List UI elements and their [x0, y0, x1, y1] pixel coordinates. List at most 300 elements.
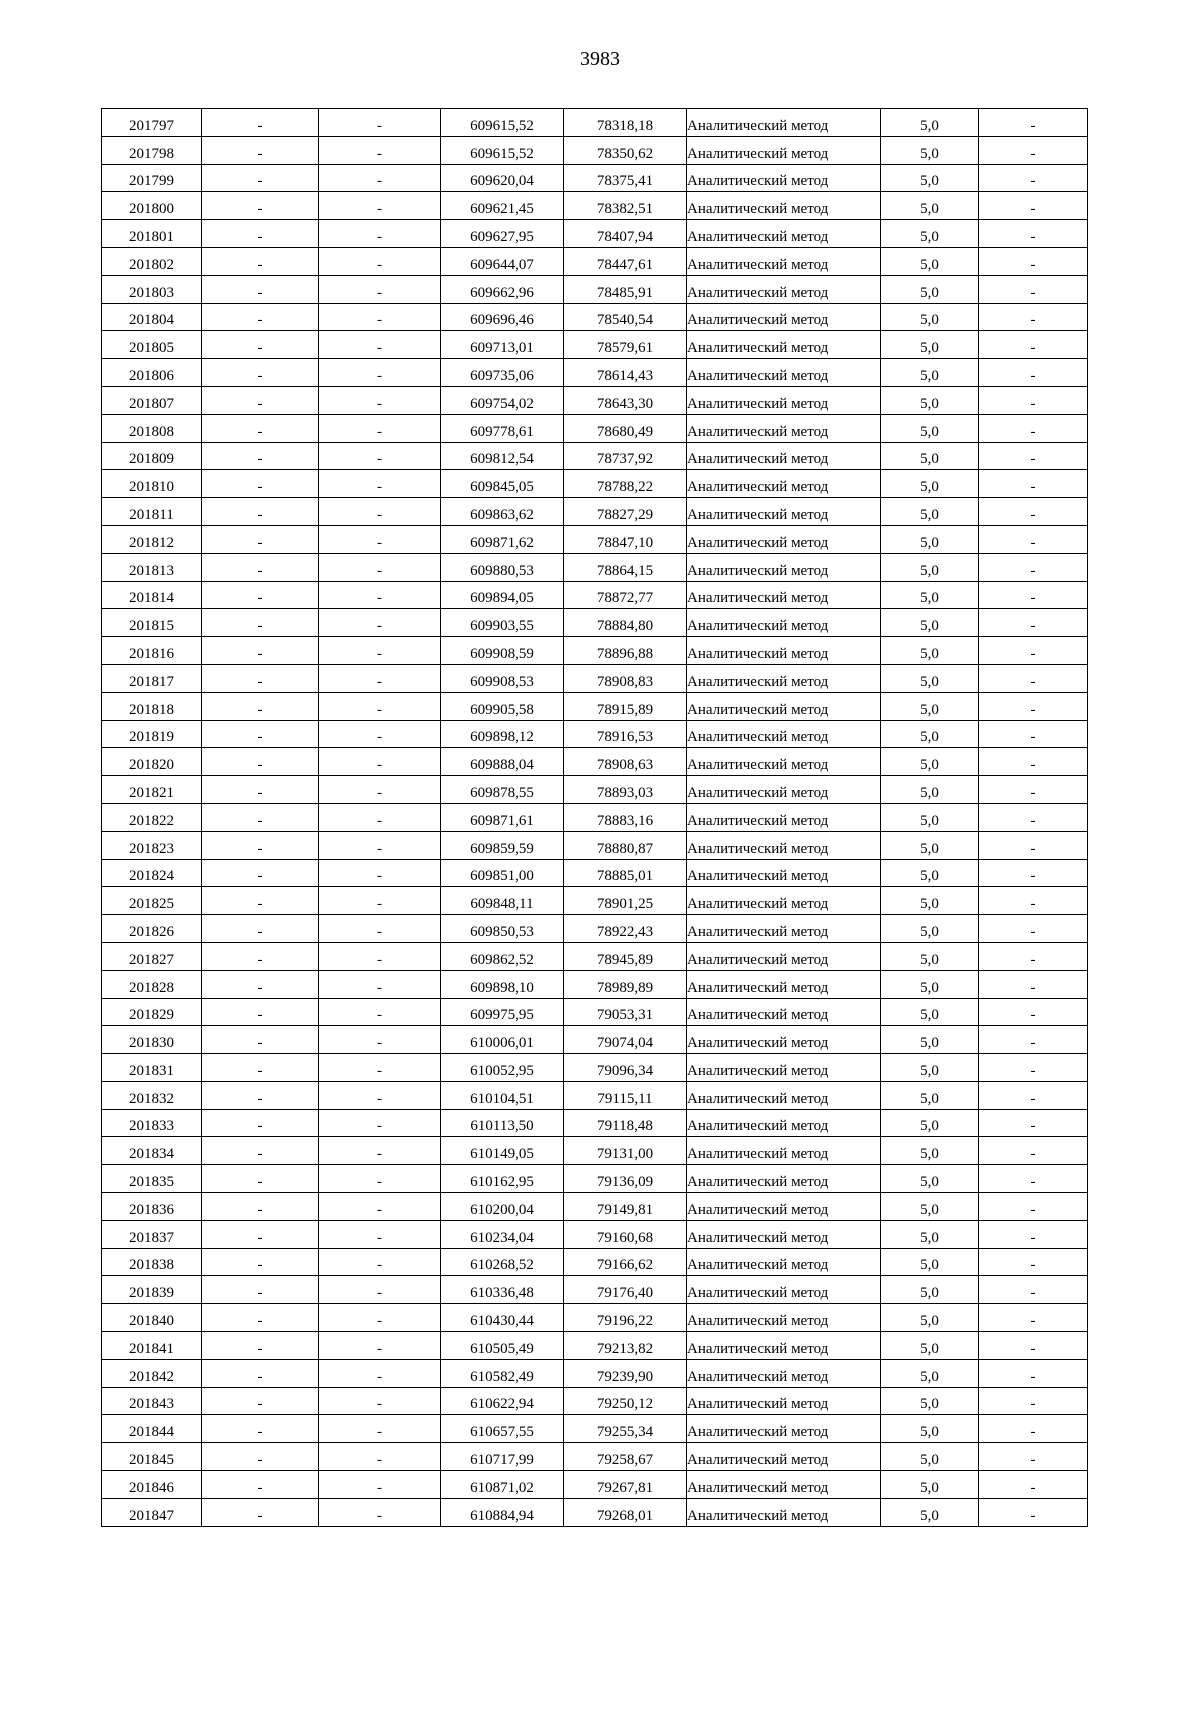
- x-coordinate-cell: 609878,55: [441, 776, 564, 804]
- empty-cell-2: -: [202, 776, 319, 804]
- empty-cell-8: -: [979, 887, 1088, 915]
- x-coordinate-cell: 609851,00: [441, 859, 564, 887]
- empty-cell-3: -: [319, 609, 441, 637]
- empty-cell-3: -: [319, 470, 441, 498]
- precision-cell: 5,0: [881, 1220, 979, 1248]
- empty-cell-3: -: [319, 331, 441, 359]
- precision-cell: 5,0: [881, 414, 979, 442]
- method-cell: Аналитический метод: [687, 1081, 881, 1109]
- precision-cell: 5,0: [881, 1304, 979, 1332]
- table-row: [102, 525, 1088, 553]
- empty-cell-2: -: [202, 247, 319, 275]
- y-coordinate-cell: 78847,10: [564, 525, 687, 553]
- empty-cell-2: -: [202, 1276, 319, 1304]
- y-coordinate-cell: 79255,34: [564, 1415, 687, 1443]
- method-cell: Аналитический метод: [687, 1415, 881, 1443]
- empty-cell-8: -: [979, 1054, 1088, 1082]
- empty-cell-2: -: [202, 275, 319, 303]
- method-cell: Аналитический метод: [687, 637, 881, 665]
- precision-cell: 5,0: [881, 1471, 979, 1499]
- x-coordinate-cell: 609778,61: [441, 414, 564, 442]
- empty-cell-2: -: [202, 1165, 319, 1193]
- empty-cell-8: -: [979, 220, 1088, 248]
- method-cell: Аналитический метод: [687, 525, 881, 553]
- empty-cell-8: -: [979, 1248, 1088, 1276]
- empty-cell-3: -: [319, 109, 441, 137]
- precision-cell: 5,0: [881, 136, 979, 164]
- x-coordinate-cell: 609908,53: [441, 664, 564, 692]
- empty-cell-2: -: [202, 303, 319, 331]
- empty-cell-8: -: [979, 1220, 1088, 1248]
- y-coordinate-cell: 79213,82: [564, 1332, 687, 1360]
- empty-cell-2: -: [202, 1109, 319, 1137]
- point-number-cell: 201799: [102, 164, 202, 192]
- empty-cell-2: -: [202, 1081, 319, 1109]
- precision-cell: 5,0: [881, 776, 979, 804]
- empty-cell-8: -: [979, 776, 1088, 804]
- point-number-cell: 201804: [102, 303, 202, 331]
- point-number-cell: 201838: [102, 1248, 202, 1276]
- method-cell: Аналитический метод: [687, 998, 881, 1026]
- empty-cell-3: -: [319, 1387, 441, 1415]
- empty-cell-8: -: [979, 1137, 1088, 1165]
- method-cell: Аналитический метод: [687, 1054, 881, 1082]
- method-cell: Аналитический метод: [687, 359, 881, 387]
- y-coordinate-cell: 78896,88: [564, 637, 687, 665]
- x-coordinate-cell: 610884,94: [441, 1498, 564, 1526]
- table-row: [102, 803, 1088, 831]
- y-coordinate-cell: 78880,87: [564, 831, 687, 859]
- empty-cell-8: -: [979, 1304, 1088, 1332]
- point-number-cell: 201847: [102, 1498, 202, 1526]
- table-row: [102, 1054, 1088, 1082]
- method-cell: Аналитический метод: [687, 1026, 881, 1054]
- table-row: [102, 915, 1088, 943]
- empty-cell-3: -: [319, 220, 441, 248]
- table-row: [102, 1443, 1088, 1471]
- method-cell: Аналитический метод: [687, 414, 881, 442]
- precision-cell: 5,0: [881, 247, 979, 275]
- empty-cell-2: -: [202, 1248, 319, 1276]
- point-number-cell: 201824: [102, 859, 202, 887]
- method-cell: Аналитический метод: [687, 1109, 881, 1137]
- precision-cell: 5,0: [881, 887, 979, 915]
- x-coordinate-cell: 609880,53: [441, 553, 564, 581]
- method-cell: Аналитический метод: [687, 470, 881, 498]
- y-coordinate-cell: 79118,48: [564, 1109, 687, 1137]
- method-cell: Аналитический метод: [687, 442, 881, 470]
- table-row: [102, 109, 1088, 137]
- x-coordinate-cell: 610505,49: [441, 1332, 564, 1360]
- empty-cell-3: -: [319, 664, 441, 692]
- table-row: [102, 664, 1088, 692]
- precision-cell: 5,0: [881, 1415, 979, 1443]
- empty-cell-2: -: [202, 525, 319, 553]
- x-coordinate-cell: 609620,04: [441, 164, 564, 192]
- empty-cell-8: -: [979, 470, 1088, 498]
- x-coordinate-cell: 609754,02: [441, 386, 564, 414]
- point-number-cell: 201823: [102, 831, 202, 859]
- empty-cell-3: -: [319, 831, 441, 859]
- empty-cell-8: -: [979, 386, 1088, 414]
- precision-cell: 5,0: [881, 720, 979, 748]
- x-coordinate-cell: 610113,50: [441, 1109, 564, 1137]
- empty-cell-8: -: [979, 1359, 1088, 1387]
- precision-cell: 5,0: [881, 359, 979, 387]
- x-coordinate-cell: 609615,52: [441, 136, 564, 164]
- x-coordinate-cell: 609908,59: [441, 637, 564, 665]
- table-row: [102, 1471, 1088, 1499]
- empty-cell-8: -: [979, 1415, 1088, 1443]
- point-number-cell: 201845: [102, 1443, 202, 1471]
- table-row: [102, 359, 1088, 387]
- x-coordinate-cell: 609848,11: [441, 887, 564, 915]
- precision-cell: 5,0: [881, 1332, 979, 1360]
- precision-cell: 5,0: [881, 1054, 979, 1082]
- y-coordinate-cell: 79239,90: [564, 1359, 687, 1387]
- table-row: [102, 720, 1088, 748]
- empty-cell-3: -: [319, 525, 441, 553]
- method-cell: Аналитический метод: [687, 1498, 881, 1526]
- y-coordinate-cell: 79096,34: [564, 1054, 687, 1082]
- table-row: [102, 1304, 1088, 1332]
- empty-cell-8: -: [979, 1193, 1088, 1221]
- empty-cell-2: -: [202, 581, 319, 609]
- x-coordinate-cell: 609894,05: [441, 581, 564, 609]
- empty-cell-2: -: [202, 1471, 319, 1499]
- x-coordinate-cell: 609713,01: [441, 331, 564, 359]
- point-number-cell: 201813: [102, 553, 202, 581]
- empty-cell-3: -: [319, 303, 441, 331]
- x-coordinate-cell: 609903,55: [441, 609, 564, 637]
- x-coordinate-cell: 609850,53: [441, 915, 564, 943]
- table-row: [102, 1332, 1088, 1360]
- precision-cell: 5,0: [881, 275, 979, 303]
- empty-cell-3: -: [319, 192, 441, 220]
- precision-cell: 5,0: [881, 331, 979, 359]
- x-coordinate-cell: 609871,61: [441, 803, 564, 831]
- method-cell: Аналитический метод: [687, 1220, 881, 1248]
- empty-cell-2: -: [202, 386, 319, 414]
- empty-cell-2: -: [202, 470, 319, 498]
- method-cell: Аналитический метод: [687, 1193, 881, 1221]
- y-coordinate-cell: 78318,18: [564, 109, 687, 137]
- empty-cell-3: -: [319, 637, 441, 665]
- empty-cell-3: -: [319, 692, 441, 720]
- precision-cell: 5,0: [881, 109, 979, 137]
- method-cell: Аналитический метод: [687, 136, 881, 164]
- empty-cell-8: -: [979, 637, 1088, 665]
- point-number-cell: 201811: [102, 498, 202, 526]
- x-coordinate-cell: 610657,55: [441, 1415, 564, 1443]
- empty-cell-2: -: [202, 1220, 319, 1248]
- method-cell: Аналитический метод: [687, 1276, 881, 1304]
- empty-cell-8: -: [979, 942, 1088, 970]
- point-number-cell: 201805: [102, 331, 202, 359]
- empty-cell-2: -: [202, 859, 319, 887]
- point-number-cell: 201815: [102, 609, 202, 637]
- empty-cell-3: -: [319, 1193, 441, 1221]
- y-coordinate-cell: 79149,81: [564, 1193, 687, 1221]
- precision-cell: 5,0: [881, 1248, 979, 1276]
- y-coordinate-cell: 79074,04: [564, 1026, 687, 1054]
- point-number-cell: 201835: [102, 1165, 202, 1193]
- empty-cell-3: -: [319, 1165, 441, 1193]
- y-coordinate-cell: 79268,01: [564, 1498, 687, 1526]
- method-cell: Аналитический метод: [687, 692, 881, 720]
- x-coordinate-cell: 610234,04: [441, 1220, 564, 1248]
- y-coordinate-cell: 79131,00: [564, 1137, 687, 1165]
- empty-cell-2: -: [202, 164, 319, 192]
- point-number-cell: 201809: [102, 442, 202, 470]
- x-coordinate-cell: 609615,52: [441, 109, 564, 137]
- precision-cell: 5,0: [881, 1165, 979, 1193]
- empty-cell-8: -: [979, 720, 1088, 748]
- x-coordinate-cell: 609845,05: [441, 470, 564, 498]
- point-number-cell: 201806: [102, 359, 202, 387]
- method-cell: Аналитический метод: [687, 303, 881, 331]
- table-row: [102, 942, 1088, 970]
- precision-cell: 5,0: [881, 915, 979, 943]
- point-number-cell: 201846: [102, 1471, 202, 1499]
- method-cell: Аналитический метод: [687, 275, 881, 303]
- point-number-cell: 201830: [102, 1026, 202, 1054]
- table-row: [102, 220, 1088, 248]
- empty-cell-2: -: [202, 192, 319, 220]
- x-coordinate-cell: 609696,46: [441, 303, 564, 331]
- point-number-cell: 201814: [102, 581, 202, 609]
- method-cell: Аналитический метод: [687, 220, 881, 248]
- table-row: [102, 581, 1088, 609]
- precision-cell: 5,0: [881, 1498, 979, 1526]
- x-coordinate-cell: 609621,45: [441, 192, 564, 220]
- empty-cell-2: -: [202, 637, 319, 665]
- method-cell: Аналитический метод: [687, 1137, 881, 1165]
- page-number: 3983: [580, 48, 620, 70]
- method-cell: Аналитический метод: [687, 831, 881, 859]
- empty-cell-2: -: [202, 331, 319, 359]
- empty-cell-8: -: [979, 609, 1088, 637]
- empty-cell-3: -: [319, 998, 441, 1026]
- point-number-cell: 201825: [102, 887, 202, 915]
- empty-cell-3: -: [319, 164, 441, 192]
- point-number-cell: 201827: [102, 942, 202, 970]
- point-number-cell: 201801: [102, 220, 202, 248]
- y-coordinate-cell: 78827,29: [564, 498, 687, 526]
- x-coordinate-cell: 609863,62: [441, 498, 564, 526]
- empty-cell-8: -: [979, 136, 1088, 164]
- point-number-cell: 201828: [102, 970, 202, 998]
- point-number-cell: 201808: [102, 414, 202, 442]
- x-coordinate-cell: 609644,07: [441, 247, 564, 275]
- empty-cell-2: -: [202, 1026, 319, 1054]
- x-coordinate-cell: 610336,48: [441, 1276, 564, 1304]
- empty-cell-3: -: [319, 1443, 441, 1471]
- point-number-cell: 201839: [102, 1276, 202, 1304]
- point-number-cell: 201802: [102, 247, 202, 275]
- method-cell: Аналитический метод: [687, 1359, 881, 1387]
- method-cell: Аналитический метод: [687, 887, 881, 915]
- empty-cell-3: -: [319, 1081, 441, 1109]
- method-cell: Аналитический метод: [687, 553, 881, 581]
- empty-cell-3: -: [319, 581, 441, 609]
- point-number-cell: 201840: [102, 1304, 202, 1332]
- x-coordinate-cell: 610162,95: [441, 1165, 564, 1193]
- precision-cell: 5,0: [881, 1081, 979, 1109]
- empty-cell-3: -: [319, 915, 441, 943]
- empty-cell-8: -: [979, 303, 1088, 331]
- table-row: [102, 331, 1088, 359]
- x-coordinate-cell: 610430,44: [441, 1304, 564, 1332]
- point-number-cell: 201819: [102, 720, 202, 748]
- point-number-cell: 201798: [102, 136, 202, 164]
- y-coordinate-cell: 78872,77: [564, 581, 687, 609]
- x-coordinate-cell: 609898,12: [441, 720, 564, 748]
- empty-cell-2: -: [202, 1332, 319, 1360]
- y-coordinate-cell: 79115,11: [564, 1081, 687, 1109]
- point-number-cell: 201812: [102, 525, 202, 553]
- empty-cell-2: -: [202, 970, 319, 998]
- y-coordinate-cell: 78901,25: [564, 887, 687, 915]
- empty-cell-2: -: [202, 1498, 319, 1526]
- empty-cell-2: -: [202, 498, 319, 526]
- x-coordinate-cell: 609859,59: [441, 831, 564, 859]
- precision-cell: 5,0: [881, 942, 979, 970]
- empty-cell-3: -: [319, 414, 441, 442]
- empty-cell-8: -: [979, 275, 1088, 303]
- table-row: [102, 192, 1088, 220]
- empty-cell-3: -: [319, 553, 441, 581]
- table-body: [102, 109, 1088, 1527]
- coordinates-table: [101, 108, 1088, 1527]
- precision-cell: 5,0: [881, 164, 979, 192]
- table-row: [102, 386, 1088, 414]
- empty-cell-2: -: [202, 109, 319, 137]
- table-row: [102, 887, 1088, 915]
- empty-cell-3: -: [319, 942, 441, 970]
- precision-cell: 5,0: [881, 1026, 979, 1054]
- point-number-cell: 201800: [102, 192, 202, 220]
- precision-cell: 5,0: [881, 1359, 979, 1387]
- table-row: [102, 1248, 1088, 1276]
- empty-cell-8: -: [979, 359, 1088, 387]
- method-cell: Аналитический метод: [687, 386, 881, 414]
- empty-cell-8: -: [979, 1443, 1088, 1471]
- y-coordinate-cell: 78908,83: [564, 664, 687, 692]
- point-number-cell: 201829: [102, 998, 202, 1026]
- empty-cell-2: -: [202, 1387, 319, 1415]
- method-cell: Аналитический метод: [687, 970, 881, 998]
- x-coordinate-cell: 609812,54: [441, 442, 564, 470]
- y-coordinate-cell: 78375,41: [564, 164, 687, 192]
- x-coordinate-cell: 610006,01: [441, 1026, 564, 1054]
- method-cell: Аналитический метод: [687, 609, 881, 637]
- empty-cell-8: -: [979, 414, 1088, 442]
- empty-cell-2: -: [202, 1415, 319, 1443]
- empty-cell-3: -: [319, 442, 441, 470]
- empty-cell-3: -: [319, 1054, 441, 1082]
- x-coordinate-cell: 609975,95: [441, 998, 564, 1026]
- x-coordinate-cell: 609888,04: [441, 748, 564, 776]
- empty-cell-3: -: [319, 887, 441, 915]
- precision-cell: 5,0: [881, 525, 979, 553]
- empty-cell-3: -: [319, 1220, 441, 1248]
- empty-cell-2: -: [202, 1054, 319, 1082]
- method-cell: Аналитический метод: [687, 748, 881, 776]
- empty-cell-3: -: [319, 859, 441, 887]
- table-row: [102, 414, 1088, 442]
- empty-cell-3: -: [319, 136, 441, 164]
- point-number-cell: 201816: [102, 637, 202, 665]
- x-coordinate-cell: 609627,95: [441, 220, 564, 248]
- y-coordinate-cell: 79136,09: [564, 1165, 687, 1193]
- y-coordinate-cell: 78407,94: [564, 220, 687, 248]
- precision-cell: 5,0: [881, 220, 979, 248]
- empty-cell-8: -: [979, 1081, 1088, 1109]
- x-coordinate-cell: 610200,04: [441, 1193, 564, 1221]
- empty-cell-8: -: [979, 498, 1088, 526]
- point-number-cell: 201837: [102, 1220, 202, 1248]
- method-cell: Аналитический метод: [687, 192, 881, 220]
- y-coordinate-cell: 78916,53: [564, 720, 687, 748]
- empty-cell-8: -: [979, 1387, 1088, 1415]
- y-coordinate-cell: 78382,51: [564, 192, 687, 220]
- empty-cell-8: -: [979, 164, 1088, 192]
- table-row: [102, 1220, 1088, 1248]
- y-coordinate-cell: 78908,63: [564, 748, 687, 776]
- method-cell: Аналитический метод: [687, 1332, 881, 1360]
- precision-cell: 5,0: [881, 442, 979, 470]
- empty-cell-8: -: [979, 859, 1088, 887]
- empty-cell-2: -: [202, 942, 319, 970]
- empty-cell-3: -: [319, 1359, 441, 1387]
- y-coordinate-cell: 79176,40: [564, 1276, 687, 1304]
- precision-cell: 5,0: [881, 303, 979, 331]
- empty-cell-3: -: [319, 1248, 441, 1276]
- empty-cell-2: -: [202, 831, 319, 859]
- method-cell: Аналитический метод: [687, 498, 881, 526]
- empty-cell-2: -: [202, 887, 319, 915]
- table-row: [102, 970, 1088, 998]
- empty-cell-2: -: [202, 609, 319, 637]
- y-coordinate-cell: 78680,49: [564, 414, 687, 442]
- empty-cell-8: -: [979, 915, 1088, 943]
- y-coordinate-cell: 78945,89: [564, 942, 687, 970]
- empty-cell-8: -: [979, 1109, 1088, 1137]
- table-row: [102, 275, 1088, 303]
- x-coordinate-cell: 610871,02: [441, 1471, 564, 1499]
- point-number-cell: 201803: [102, 275, 202, 303]
- x-coordinate-cell: 610149,05: [441, 1137, 564, 1165]
- empty-cell-8: -: [979, 970, 1088, 998]
- x-coordinate-cell: 609662,96: [441, 275, 564, 303]
- y-coordinate-cell: 78885,01: [564, 859, 687, 887]
- point-number-cell: 201826: [102, 915, 202, 943]
- empty-cell-3: -: [319, 359, 441, 387]
- point-number-cell: 201817: [102, 664, 202, 692]
- empty-cell-3: -: [319, 1026, 441, 1054]
- y-coordinate-cell: 78737,92: [564, 442, 687, 470]
- point-number-cell: 201797: [102, 109, 202, 137]
- y-coordinate-cell: 79250,12: [564, 1387, 687, 1415]
- empty-cell-2: -: [202, 803, 319, 831]
- empty-cell-3: -: [319, 498, 441, 526]
- table-row: [102, 609, 1088, 637]
- empty-cell-8: -: [979, 1498, 1088, 1526]
- empty-cell-8: -: [979, 109, 1088, 137]
- empty-cell-8: -: [979, 1332, 1088, 1360]
- empty-cell-2: -: [202, 136, 319, 164]
